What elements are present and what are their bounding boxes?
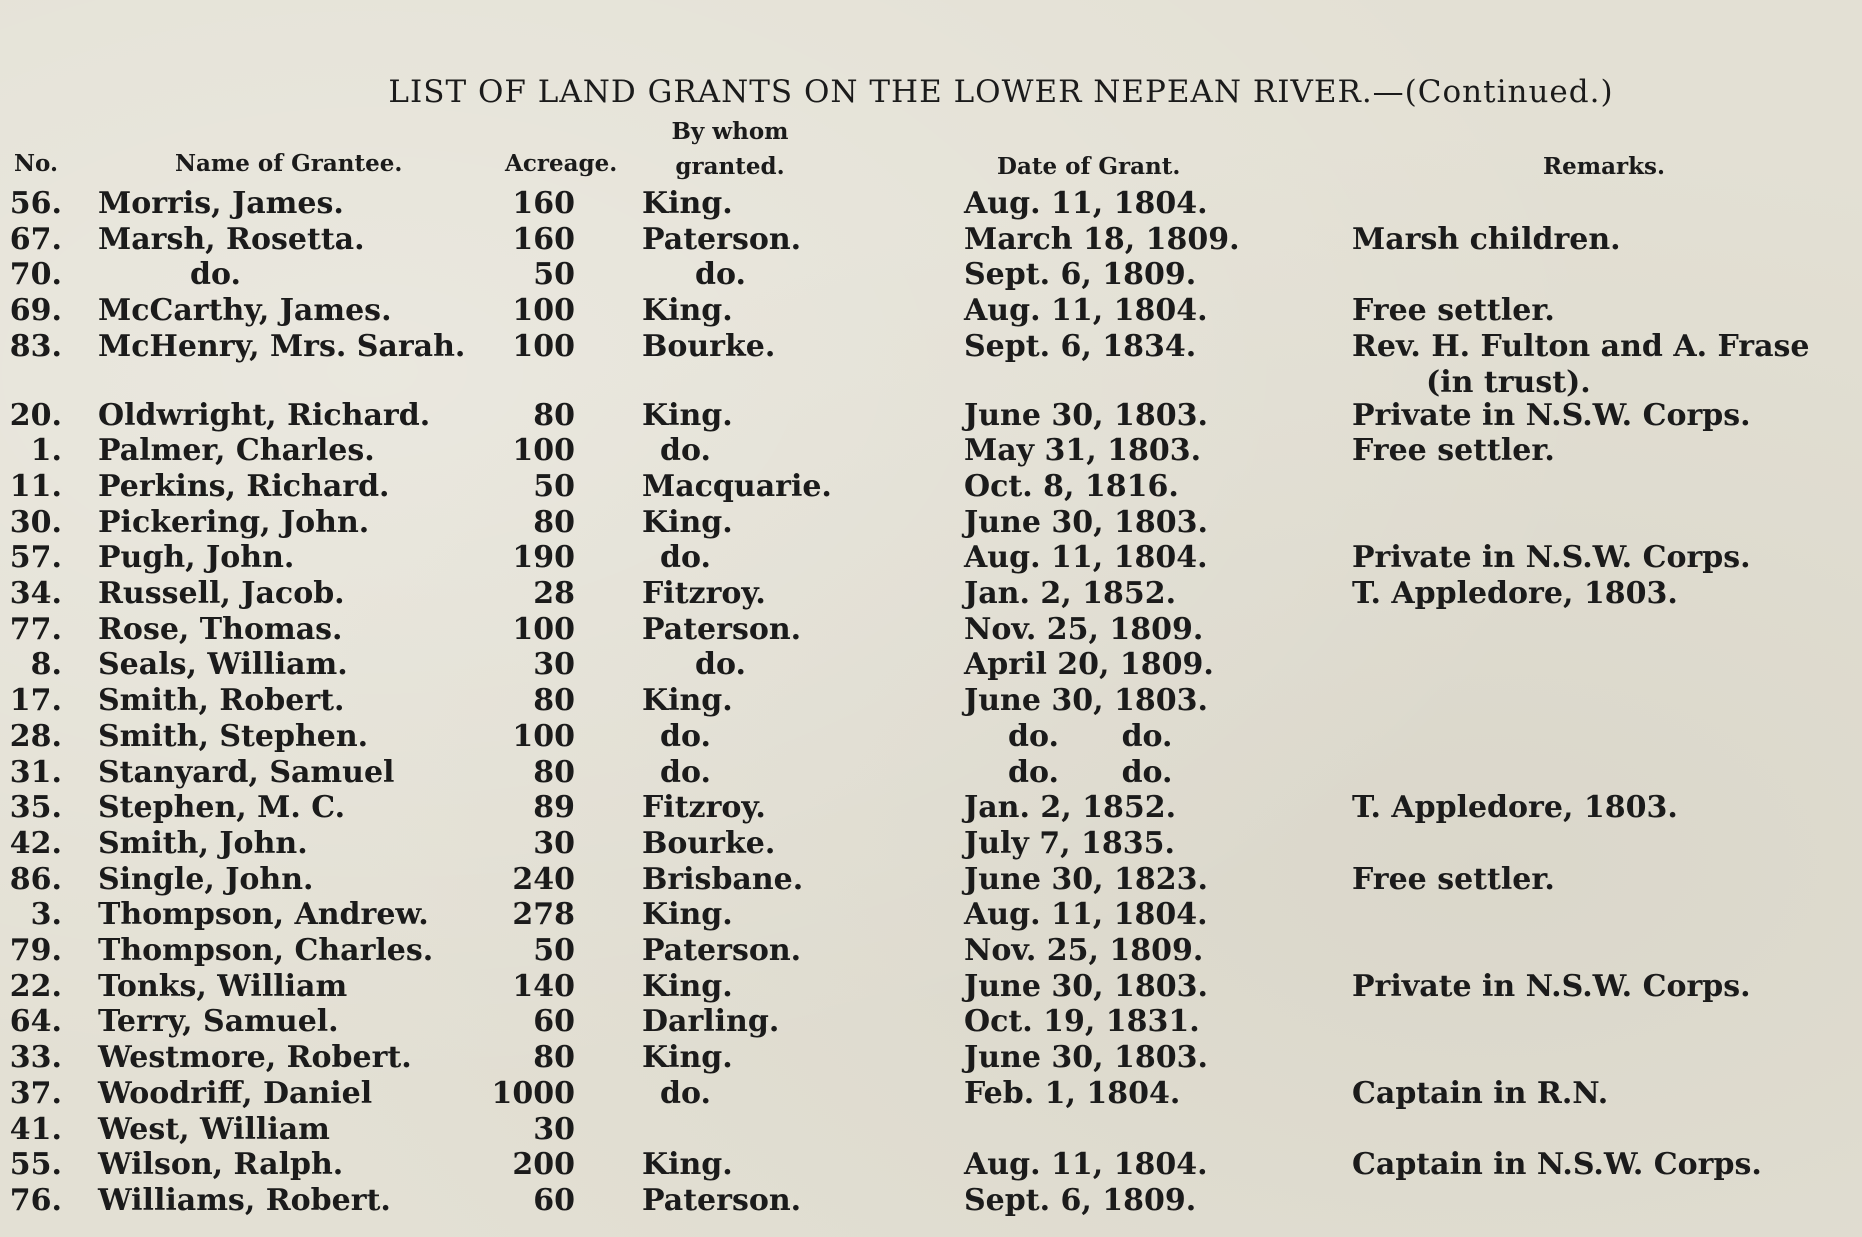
row-number-cell: 57. [9,540,62,576]
acreage-cell: 80 [533,754,575,790]
grantee-name-cell: Oldwright, Richard. [98,397,431,433]
grant-date-cell: Nov. 25, 1809. [964,933,1204,968]
row-number-cell: 22. [9,968,62,1004]
acreage-cell: 89 [533,790,575,826]
granted-by-cell: King. [642,1147,733,1183]
remarks-cell: Free settler. [1352,861,1555,897]
table-row [0,257,1862,293]
row-number-cell: 41. [9,1111,62,1147]
granted-by-cell: King. [642,1040,733,1076]
grantee-name-cell: Seals, William. [98,647,348,683]
granted-by-cell: Paterson. [642,611,802,647]
table-row [0,647,1862,683]
header-granted: granted. [675,153,785,180]
grantee-name-cell: Terry, Samuel. [98,1004,339,1040]
grantee-name-cell: Pickering, John. [98,504,370,540]
row-number-cell: 86. [9,861,62,897]
granted-by-cell: do. [660,433,711,469]
table-row [0,862,1862,898]
grant-date-cell: Oct. 8, 1816. [964,468,1179,504]
row-number-cell: 30. [9,504,62,540]
row-number-cell: 64. [9,1004,62,1040]
acreage-cell: 200 [512,1147,575,1183]
acreage-cell: 100 [512,718,575,754]
table-row [0,826,1862,862]
grant-date-cell: Sept. 6, 1809. [964,1182,1197,1218]
grant-date-cell: Jan. 2, 1852. [964,576,1177,611]
grant-date-cell: June 30, 1803. [964,968,1208,1004]
grant-date-cell: June 30, 1803. [964,683,1208,719]
acreage-cell: 100 [512,328,575,364]
table-row [0,1040,1862,1076]
table-row [0,293,1862,329]
grant-date-cell: Oct. 19, 1831. [964,1004,1200,1040]
granted-by-cell: do. [695,257,746,293]
row-number-cell: 55. [9,1147,62,1183]
grant-date-cell: Sept. 6, 1809. [964,257,1197,293]
grant-date-cell: Jan. 2, 1852. [964,790,1177,826]
granted-by-cell: do. [660,754,711,790]
grantee-name-cell: Rose, Thomas. [98,611,343,647]
table-row [0,186,1862,222]
grantee-name-cell: Marsh, Rosetta. [98,221,365,257]
acreage-cell: 160 [512,221,575,257]
acreage-cell: 140 [512,968,575,1004]
row-number-cell: 56. [9,186,62,221]
grant-date-cell: Sept. 6, 1834. [964,328,1197,364]
remarks-cell: Marsh children. [1352,221,1621,257]
grant-date-cell: June 30, 1803. [964,1040,1208,1076]
granted-by-cell: Fitzroy. [642,576,766,611]
table-row [0,933,1862,969]
grantee-name-cell: Westmore, Robert. [98,1040,412,1076]
grantee-name-cell: do. [190,257,241,293]
remarks-cell: Private in N.S.W. Corps. [1352,397,1751,433]
acreage-cell: 240 [512,861,575,897]
grantee-name-cell: West, William [98,1111,330,1147]
row-number-cell: 35. [9,790,62,826]
granted-by-cell: King. [642,186,733,221]
row-number-cell: 79. [9,933,62,968]
acreage-cell: 100 [512,611,575,647]
row-number-cell: 77. [9,611,62,647]
granted-by-cell: do. [695,647,746,683]
grant-date-cell: June 30, 1823. [964,861,1208,897]
grantee-name-cell: Smith, Stephen. [98,718,369,754]
granted-by-cell: King. [642,293,733,329]
granted-by-cell: Paterson. [642,221,802,257]
table-row [0,1004,1862,1040]
row-number-cell: 34. [9,576,62,611]
grantee-name-cell: Stanyard, Samuel [98,754,395,790]
table-row [0,1112,1862,1148]
acreage-cell: 80 [533,683,575,719]
remarks-cell: Free settler. [1352,293,1555,329]
acreage-cell: 1000 [491,1075,575,1111]
table-row [0,612,1862,648]
table-row [0,683,1862,719]
header-no: No. [14,150,58,177]
acreage-cell: 80 [533,1040,575,1076]
acreage-cell: 60 [533,1004,575,1040]
granted-by-cell: Macquarie. [642,468,832,504]
grant-date-cell: April 20, 1809. [964,647,1214,683]
acreage-cell: 30 [533,825,575,861]
table-row [0,897,1862,933]
table-row [0,398,1862,434]
granted-by-cell: King. [642,504,733,540]
granted-by-cell: King. [642,397,733,433]
remarks-cell: Captain in R.N. [1352,1075,1609,1111]
grant-date-cell: March 18, 1809. [964,221,1240,257]
remarks-cell: T. Appledore, 1803. [1352,576,1678,611]
granted-by-cell: King. [642,897,733,933]
grant-date-cell: Aug. 11, 1804. [964,540,1208,576]
row-number-cell: 8. [30,647,62,683]
row-number-cell: 76. [9,1182,62,1218]
grantee-name-cell: McHenry, Mrs. Sarah. [98,328,466,364]
grant-date-cell: Aug. 11, 1804. [964,186,1208,221]
acreage-cell: 100 [512,293,575,329]
acreage-cell: 28 [533,576,575,611]
acreage-cell: 30 [533,1111,575,1147]
grantee-name-cell: Single, John. [98,861,314,897]
grantee-name-cell: Smith, John. [98,825,308,861]
row-number-cell: 33. [9,1040,62,1076]
grant-date-cell: Feb. 1, 1804. [964,1075,1181,1111]
row-number-cell: 69. [9,293,62,329]
row-number-cell: 1. [30,433,62,469]
remarks-cell: Private in N.S.W. Corps. [1352,540,1751,576]
grant-date-cell: Nov. 25, 1809. [964,611,1204,647]
header-acreage: Acreage. [505,150,618,177]
table-row [0,505,1862,541]
acreage-cell: 160 [512,186,575,221]
header-by-whom: By whom [671,118,789,145]
row-number-cell: 20. [9,397,62,433]
header-date: Date of Grant. [997,153,1181,180]
granted-by-cell: King. [642,968,733,1004]
remarks-cell: Private in N.S.W. Corps. [1352,968,1751,1004]
remarks-cell: T. Appledore, 1803. [1352,790,1678,826]
grant-date-cell: June 30, 1803. [964,504,1208,540]
granted-by-cell: Darling. [642,1004,780,1040]
granted-by-cell: Fitzroy. [642,790,766,826]
table-row [0,1147,1862,1183]
granted-by-cell: Bourke. [642,328,776,364]
acreage-cell: 100 [512,433,575,469]
acreage-cell: 60 [533,1182,575,1218]
grantee-name-cell: Smith, Robert. [98,683,345,719]
table-row [0,576,1862,612]
table-row [0,540,1862,576]
table-row [0,1183,1862,1219]
grantee-name-cell: Stephen, M. C. [98,790,346,826]
grantee-name-cell: Williams, Robert. [98,1182,391,1218]
row-number-cell: 67. [9,221,62,257]
header-name: Name of Grantee. [175,150,403,177]
row-number-cell: 28. [9,718,62,754]
grantee-name-cell: McCarthy, James. [98,293,392,329]
table-row [0,1076,1862,1112]
table-row [0,329,1862,365]
table-row [0,222,1862,258]
row-number-cell: 42. [9,825,62,861]
grantee-name-cell: Thompson, Andrew. [98,897,429,933]
remarks-cell: Rev. H. Fulton and A. Frase [1352,328,1810,364]
remarks-continuation: (in trust). [1426,364,1591,400]
row-number-cell: 37. [9,1075,62,1111]
grantee-name-cell: Palmer, Charles. [98,433,375,469]
row-number-cell: 70. [9,257,62,293]
grant-date-cell: June 30, 1803. [964,397,1208,433]
grantee-name-cell: Pugh, John. [98,540,295,576]
table-row [0,969,1862,1005]
grant-date-cell: July 7, 1835. [964,825,1175,861]
granted-by-cell: Paterson. [642,1182,802,1218]
table-row [0,719,1862,755]
row-number-cell: 17. [9,683,62,719]
table-row [0,790,1862,826]
row-number-cell: 83. [9,328,62,364]
grantee-name-cell: Tonks, William [98,968,348,1004]
acreage-cell: 80 [533,504,575,540]
acreage-cell: 50 [533,257,575,293]
grant-date-cell: do. do. [1008,754,1173,790]
granted-by-cell: Paterson. [642,933,802,968]
granted-by-cell: do. [660,718,711,754]
grantee-name-cell: Woodriff, Daniel [98,1075,373,1111]
grantee-name-cell: Perkins, Richard. [98,468,390,504]
row-number-cell: 3. [30,897,62,933]
granted-by-cell: Brisbane. [642,861,804,897]
header-remarks: Remarks. [1543,153,1665,180]
grant-date-cell: Aug. 11, 1804. [964,897,1208,933]
table-row [0,433,1862,469]
granted-by-cell: Bourke. [642,825,776,861]
grant-date-cell: May 31, 1803. [964,433,1202,469]
table-row [0,755,1862,791]
page-title: LIST OF LAND GRANTS ON THE LOWER NEPEAN RIVER.—(Continued.) [388,74,1614,110]
acreage-cell: 190 [512,540,575,576]
granted-by-cell: do. [660,540,711,576]
row-number-cell: 31. [9,754,62,790]
remarks-cell: Captain in N.S.W. Corps. [1352,1147,1762,1183]
grantee-name-cell: Morris, James. [98,186,344,221]
grant-date-cell: Aug. 11, 1804. [964,1147,1208,1183]
grantee-name-cell: Wilson, Ralph. [98,1147,344,1183]
acreage-cell: 278 [512,897,575,933]
table-row [0,469,1862,505]
acreage-cell: 50 [533,933,575,968]
row-number-cell: 11. [9,468,62,504]
grant-date-cell: Aug. 11, 1804. [964,293,1208,329]
grantee-name-cell: Russell, Jacob. [98,576,345,611]
granted-by-cell: do. [660,1075,711,1111]
remarks-cell: Free settler. [1352,433,1555,469]
acreage-cell: 30 [533,647,575,683]
acreage-cell: 50 [533,468,575,504]
acreage-cell: 80 [533,397,575,433]
granted-by-cell: King. [642,683,733,719]
grantee-name-cell: Thompson, Charles. [98,933,434,968]
grant-date-cell: do. do. [1008,718,1173,754]
